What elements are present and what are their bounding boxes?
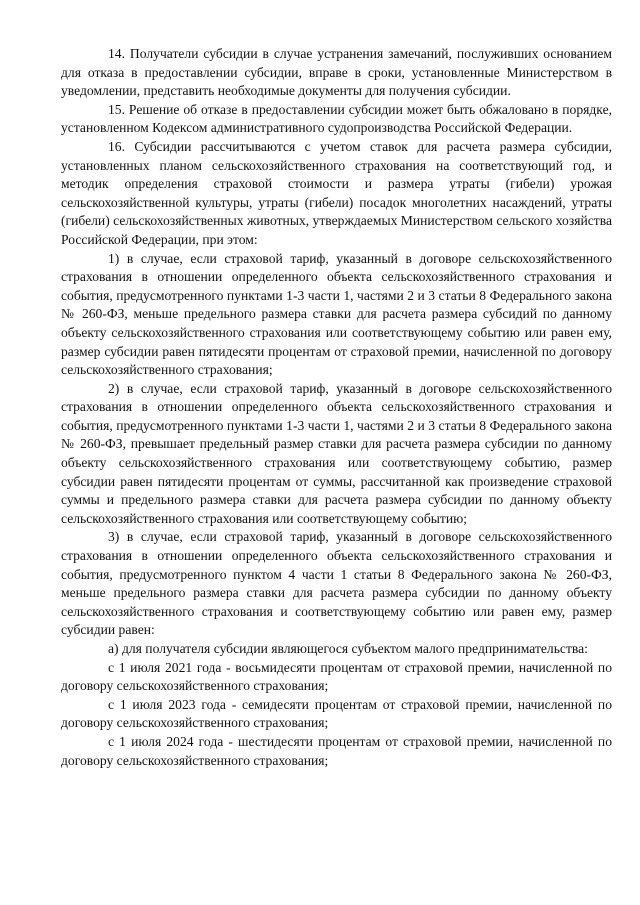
list-item-2024: с 1 июля 2024 года - шестидесяти процентам от страховой премии, начисленной по договору сельскохозяйственного страхования;	[61, 733, 612, 768]
paragraph-14: 14. Получатели субсидии в случае устранения замечаний, послуживших основанием для отказа в предоставлении субсидии, вправе в сроки, установленные Министерством в уведомлении, представить необходимые документы для получения субсидии.	[61, 46, 612, 99]
list-item-2021: с 1 июля 2021 года - восьмидесяти процентам от страховой премии, начисленной по договору сельскохозяйственного страхования;	[61, 659, 612, 694]
paragraph-16: 16. Субсидии рассчитываются с учетом ставок для расчета размера субсидии, установленных планом сельскохозяйственного страхования на соответствующий год, и методик определения страховой стоимости и размера утраты (гибели) урожая сельскохозяйственной культуры, утраты (гибели) посадок многолетних насаждений, утраты (гибели) сельскохозяйственных животных, утверждаемых Министерством сельского хозяйства Российской Федерации, при этом:	[61, 138, 612, 247]
subparagraph-1: 1) в случае, если страховой тариф, указанный в договоре сельскохозяйственного страхования в отношении определенного объекта сельскохозяйственного страхования и события, предусмотренного пунктами 1-3 части 1, частями 2 и 3 статьи 8 Федерального закона № 260-ФЗ, меньше предельного размера ставки для расчета размера субсидий по данному объекту сельскохозяйственного страхования или соответствующему событию или равен ему, размер субсидии равен пятидесяти процентам от страховой премии, начисленной по договору сельскохозяйственного страхования;	[61, 250, 612, 378]
subparagraph-3: 3) в случае, если страховой тариф, указанный в договоре сельскохозяйственного страхования в отношении определенного объекта сельскохозяйственного страхования и события, предусмотренного пунктом 4 части 1 статьи 8 Федерального закона № 260-ФЗ, меньше предельного размера ставки для расчета размера субсидии по данному объекту сельскохозяйственного страхования и соответствующему событию или равен ему, размер субсидии равен:	[61, 529, 612, 638]
item-a: а) для получателя субсидии являющегося субъектом малого предпринимательства:	[108, 641, 588, 656]
subparagraph-2: 2) в случае, если страховой тариф, указанный в договоре сельскохозяйственного страхования в отношении определенного объекта сельскохозяйственного страхования и события, предусмотренного пунктами 1-3 части 1, частями 2 и 3 статьи 8 Федерального закона № 260-ФЗ, превышает предельный размер ставки для расчета размера субсидии по данному объекту сельскохозяйственного страхования или соответствующему событию, размер субсидии равен пятидесяти процентам от суммы, рассчитанной как произведение страховой суммы и предельного размера ставки для расчета размера субсидии по данному объекту сельскохозяйственного страхования или соответствующему событию;	[61, 380, 612, 526]
list-item-2023: с 1 июля 2023 года - семидесяти процентам от страховой премии, начисленной по договору сельскохозяйственного страхования;	[61, 696, 612, 731]
paragraph-15: 15. Решение об отказе в предоставлении субсидии может быть обжаловано в порядке, установленном Кодексом административного судопроизводства Российской Федерации.	[61, 101, 612, 136]
